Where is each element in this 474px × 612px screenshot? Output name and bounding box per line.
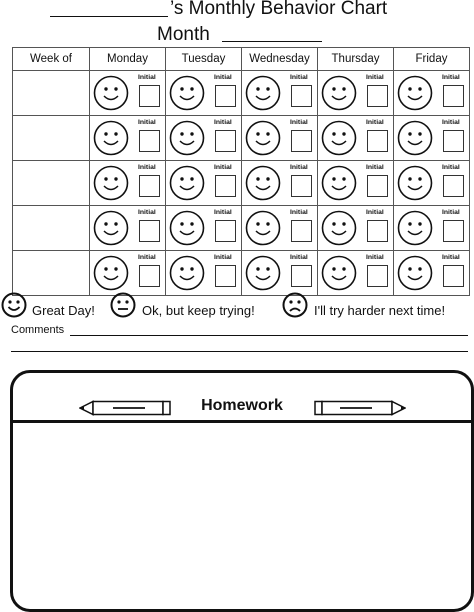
day-cell-content	[394, 116, 469, 160]
day-cell-content	[242, 206, 317, 250]
week-row	[13, 71, 470, 116]
day-cell-thursday	[318, 71, 394, 116]
legend	[0, 292, 474, 322]
initial-box[interactable]	[291, 265, 312, 287]
day-cell-content	[318, 71, 393, 115]
initial-box[interactable]	[367, 85, 388, 107]
month-blank-line[interactable]	[222, 41, 322, 42]
initial-box[interactable]	[367, 130, 388, 152]
grid-header-row	[13, 48, 470, 71]
smiley-face-icon	[321, 255, 357, 291]
day-cell-content	[242, 71, 317, 115]
initial-label: Initial	[366, 209, 384, 216]
day-cell-content	[166, 251, 241, 295]
initial-box[interactable]	[367, 265, 388, 287]
initial-box[interactable]	[139, 265, 160, 287]
column-week-of: Week of	[13, 48, 90, 71]
initial-box[interactable]	[215, 85, 236, 107]
initial-box[interactable]	[367, 175, 388, 197]
day-cell-content	[166, 116, 241, 160]
week-of-cell[interactable]	[13, 251, 90, 296]
initial-box[interactable]	[443, 265, 464, 287]
smiley-face-icon	[397, 210, 433, 246]
day-cell-content	[318, 206, 393, 250]
day-cell-tuesday	[166, 71, 242, 116]
initial-box[interactable]	[215, 220, 236, 242]
initial-box[interactable]	[443, 175, 464, 197]
initial-label: Initial	[214, 74, 232, 81]
initial-box[interactable]	[139, 175, 160, 197]
week-row	[13, 206, 470, 251]
smiley-face-icon	[1, 292, 27, 318]
smiley-face-icon	[245, 165, 281, 201]
page-title: ’s Monthly Behavior Chart	[170, 0, 388, 19]
day-cell-content	[318, 116, 393, 160]
smiley-face-icon	[245, 255, 281, 291]
day-cell-friday	[394, 251, 470, 296]
day-cell-wednesday	[242, 206, 318, 251]
comments-line-2[interactable]	[11, 351, 468, 352]
day-cell-wednesday	[242, 71, 318, 116]
week-of-cell[interactable]	[13, 71, 90, 116]
day-cell-content	[242, 161, 317, 205]
initial-box[interactable]	[291, 130, 312, 152]
day-cell-friday	[394, 161, 470, 206]
day-cell-content	[166, 161, 241, 205]
smiley-face-icon	[321, 75, 357, 111]
initial-box[interactable]	[443, 220, 464, 242]
week-of-cell[interactable]	[13, 116, 90, 161]
day-cell-content	[90, 206, 165, 250]
day-cell-friday	[394, 116, 470, 161]
initial-label: Initial	[366, 119, 384, 126]
initial-label: Initial	[366, 254, 384, 261]
day-cell-content	[318, 161, 393, 205]
initial-label: Initial	[138, 74, 156, 81]
initial-label: Initial	[138, 209, 156, 216]
day-cell-content	[318, 251, 393, 295]
day-cell-monday	[90, 161, 166, 206]
smiley-face-icon	[93, 255, 129, 291]
column-tuesday: Tuesday	[166, 48, 242, 71]
smiley-face-icon	[245, 210, 281, 246]
initial-box[interactable]	[443, 85, 464, 107]
initial-label: Initial	[290, 209, 308, 216]
smiley-face-icon	[245, 75, 281, 111]
initial-label: Initial	[214, 209, 232, 216]
initial-label: Initial	[290, 74, 308, 81]
column-thursday: Thursday	[318, 48, 394, 71]
initial-box[interactable]	[291, 175, 312, 197]
initial-label: Initial	[214, 254, 232, 261]
day-cell-monday	[90, 206, 166, 251]
initial-label: Initial	[214, 164, 232, 171]
initial-label: Initial	[442, 74, 460, 81]
week-of-cell[interactable]	[13, 206, 90, 251]
day-cell-content	[90, 161, 165, 205]
smiley-face-icon	[397, 120, 433, 156]
smiley-face-icon	[321, 210, 357, 246]
month-label: Month	[157, 24, 210, 45]
day-cell-tuesday	[166, 251, 242, 296]
column-monday: Monday	[90, 48, 166, 71]
smiley-face-icon	[397, 75, 433, 111]
day-cell-thursday	[318, 251, 394, 296]
initial-label: Initial	[366, 164, 384, 171]
day-cell-content	[90, 71, 165, 115]
day-cell-content	[166, 206, 241, 250]
initial-label: Initial	[442, 164, 460, 171]
homework-divider	[13, 420, 471, 423]
smiley-face-icon	[321, 120, 357, 156]
day-cell-content	[90, 251, 165, 295]
day-cell-wednesday	[242, 251, 318, 296]
week-of-cell[interactable]	[13, 161, 90, 206]
day-cell-content	[394, 251, 469, 295]
day-cell-thursday	[318, 206, 394, 251]
initial-box[interactable]	[291, 85, 312, 107]
initial-label: Initial	[138, 254, 156, 261]
day-cell-content	[166, 71, 241, 115]
smiley-face-icon	[169, 75, 205, 111]
day-cell-friday	[394, 71, 470, 116]
day-cell-content	[394, 161, 469, 205]
day-cell-tuesday	[166, 161, 242, 206]
initial-label: Initial	[214, 119, 232, 126]
homework-title: Homework	[201, 397, 283, 414]
smiley-face-icon	[93, 210, 129, 246]
neutral-face-icon	[110, 292, 136, 318]
week-row	[13, 161, 470, 206]
day-cell-content	[242, 251, 317, 295]
initial-box[interactable]	[215, 175, 236, 197]
week-row	[13, 116, 470, 161]
initial-box[interactable]	[215, 130, 236, 152]
day-cell-monday	[90, 251, 166, 296]
day-cell-monday	[90, 71, 166, 116]
column-friday: Friday	[394, 48, 470, 71]
initial-label: Initial	[290, 164, 308, 171]
sad-face-icon	[282, 292, 308, 318]
smiley-face-icon	[169, 255, 205, 291]
initial-box[interactable]	[215, 265, 236, 287]
homework-box[interactable]	[10, 370, 474, 612]
day-cell-friday	[394, 206, 470, 251]
initial-box[interactable]	[139, 220, 160, 242]
smiley-face-icon	[245, 120, 281, 156]
title-row	[0, 0, 474, 24]
smiley-face-icon	[397, 255, 433, 291]
smiley-face-icon	[321, 165, 357, 201]
day-cell-content	[242, 116, 317, 160]
initial-label: Initial	[138, 164, 156, 171]
smiley-face-icon	[93, 120, 129, 156]
legend-harder-text: I'll try harder next time!	[314, 303, 446, 318]
day-cell-wednesday	[242, 116, 318, 161]
comments-line-1[interactable]	[70, 335, 468, 336]
day-cell-content	[394, 71, 469, 115]
day-cell-wednesday	[242, 161, 318, 206]
smiley-face-icon	[169, 210, 205, 246]
day-cell-thursday	[318, 161, 394, 206]
legend-great-text: Great Day!	[32, 303, 95, 318]
week-row	[13, 251, 470, 296]
comments-label: Comments	[11, 324, 65, 336]
day-cell-tuesday	[166, 116, 242, 161]
name-blank-line[interactable]	[50, 16, 168, 17]
initial-label: Initial	[442, 209, 460, 216]
initial-label: Initial	[366, 74, 384, 81]
initial-label: Initial	[442, 254, 460, 261]
initial-label: Initial	[290, 254, 308, 261]
initial-label: Initial	[138, 119, 156, 126]
smiley-face-icon	[93, 165, 129, 201]
behavior-grid	[12, 47, 470, 296]
legend-ok-text: Ok, but keep trying!	[142, 303, 255, 318]
day-cell-thursday	[318, 116, 394, 161]
initial-box[interactable]	[367, 220, 388, 242]
initial-box[interactable]	[139, 130, 160, 152]
initial-box[interactable]	[443, 130, 464, 152]
day-cell-monday	[90, 116, 166, 161]
initial-label: Initial	[290, 119, 308, 126]
initial-box[interactable]	[139, 85, 160, 107]
day-cell-tuesday	[166, 206, 242, 251]
initial-label: Initial	[442, 119, 460, 126]
smiley-face-icon	[93, 75, 129, 111]
day-cell-content	[394, 206, 469, 250]
initial-box[interactable]	[291, 220, 312, 242]
day-cell-content	[90, 116, 165, 160]
pencil-icon	[314, 400, 406, 416]
column-wednesday: Wednesday	[242, 48, 318, 71]
smiley-face-icon	[169, 120, 205, 156]
smiley-face-icon	[397, 165, 433, 201]
smiley-face-icon	[169, 165, 205, 201]
